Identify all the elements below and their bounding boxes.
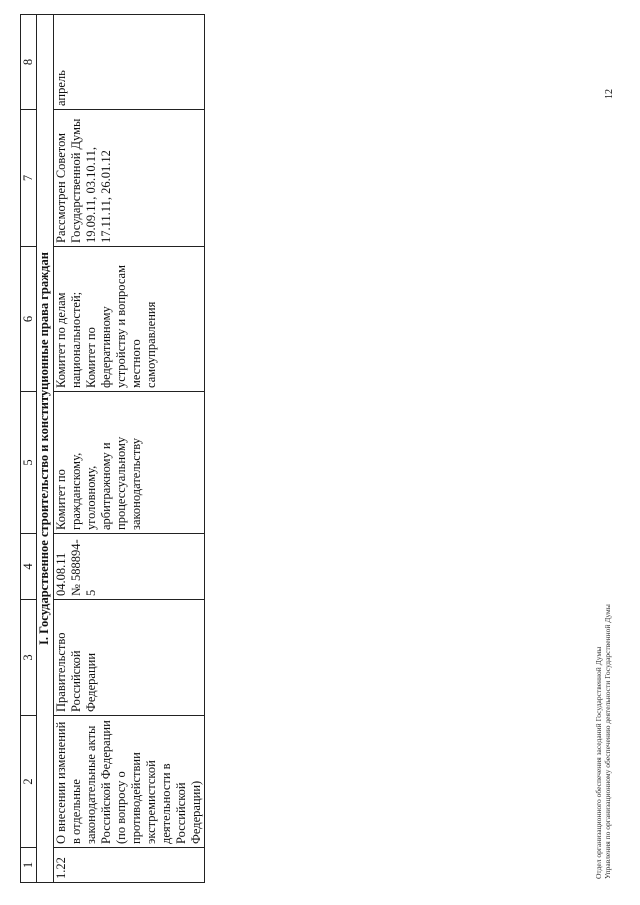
bill-initiator: Правительство Российской Федерации xyxy=(54,600,205,716)
footer-line-2: Управления по организационному обеспечению деятельности Государственной Думы xyxy=(603,604,612,879)
column-header-2: 2 xyxy=(21,716,37,848)
section-heading-row xyxy=(37,15,54,883)
responsible-committee: Комитет по гражданскому, уголовному, арбитражному и процессуальному законодательству xyxy=(54,392,205,534)
column-header-1: 1 xyxy=(21,848,37,883)
section-heading: I. Государственное строительство и конституционные права граждан xyxy=(37,15,54,883)
planned-month: апрель xyxy=(54,15,205,110)
table-row xyxy=(54,15,205,883)
column-header-4: 4 xyxy=(21,534,37,600)
column-header-6: 6 xyxy=(21,247,37,392)
column-header-5: 5 xyxy=(21,392,37,534)
column-header-3: 3 xyxy=(21,600,37,716)
column-number-row xyxy=(21,15,37,883)
co-executor-committees: Комитет по делам национальностей; Комитет по федеративному устройству и вопросам местного самоуправления xyxy=(54,247,205,392)
registration-number: № 588894-5 xyxy=(69,539,98,596)
footer-line-1: Отдел организационного обеспечения заседаний Государственной Думы xyxy=(594,646,603,879)
bill-title: О внесении изменений в отдельные законодательные акты Российской Федерации (по вопросу о противодействии экстремистской деятельности в Российской Федерации) xyxy=(54,716,205,848)
bill-status: Рассмотрен Советом Государственной Думы 19.09.11, 03.10.11, 17.11.11, 26.01.12 xyxy=(54,110,205,247)
page-number: 12 xyxy=(604,89,615,99)
row-number: 1.22 xyxy=(54,848,205,883)
column-header-8: 8 xyxy=(21,15,37,110)
registration-cell xyxy=(54,534,205,600)
page-footer xyxy=(594,604,612,879)
legislative-plan-table xyxy=(20,14,205,883)
registration-date: 04.08.11 xyxy=(54,552,68,596)
column-header-7: 7 xyxy=(21,110,37,247)
